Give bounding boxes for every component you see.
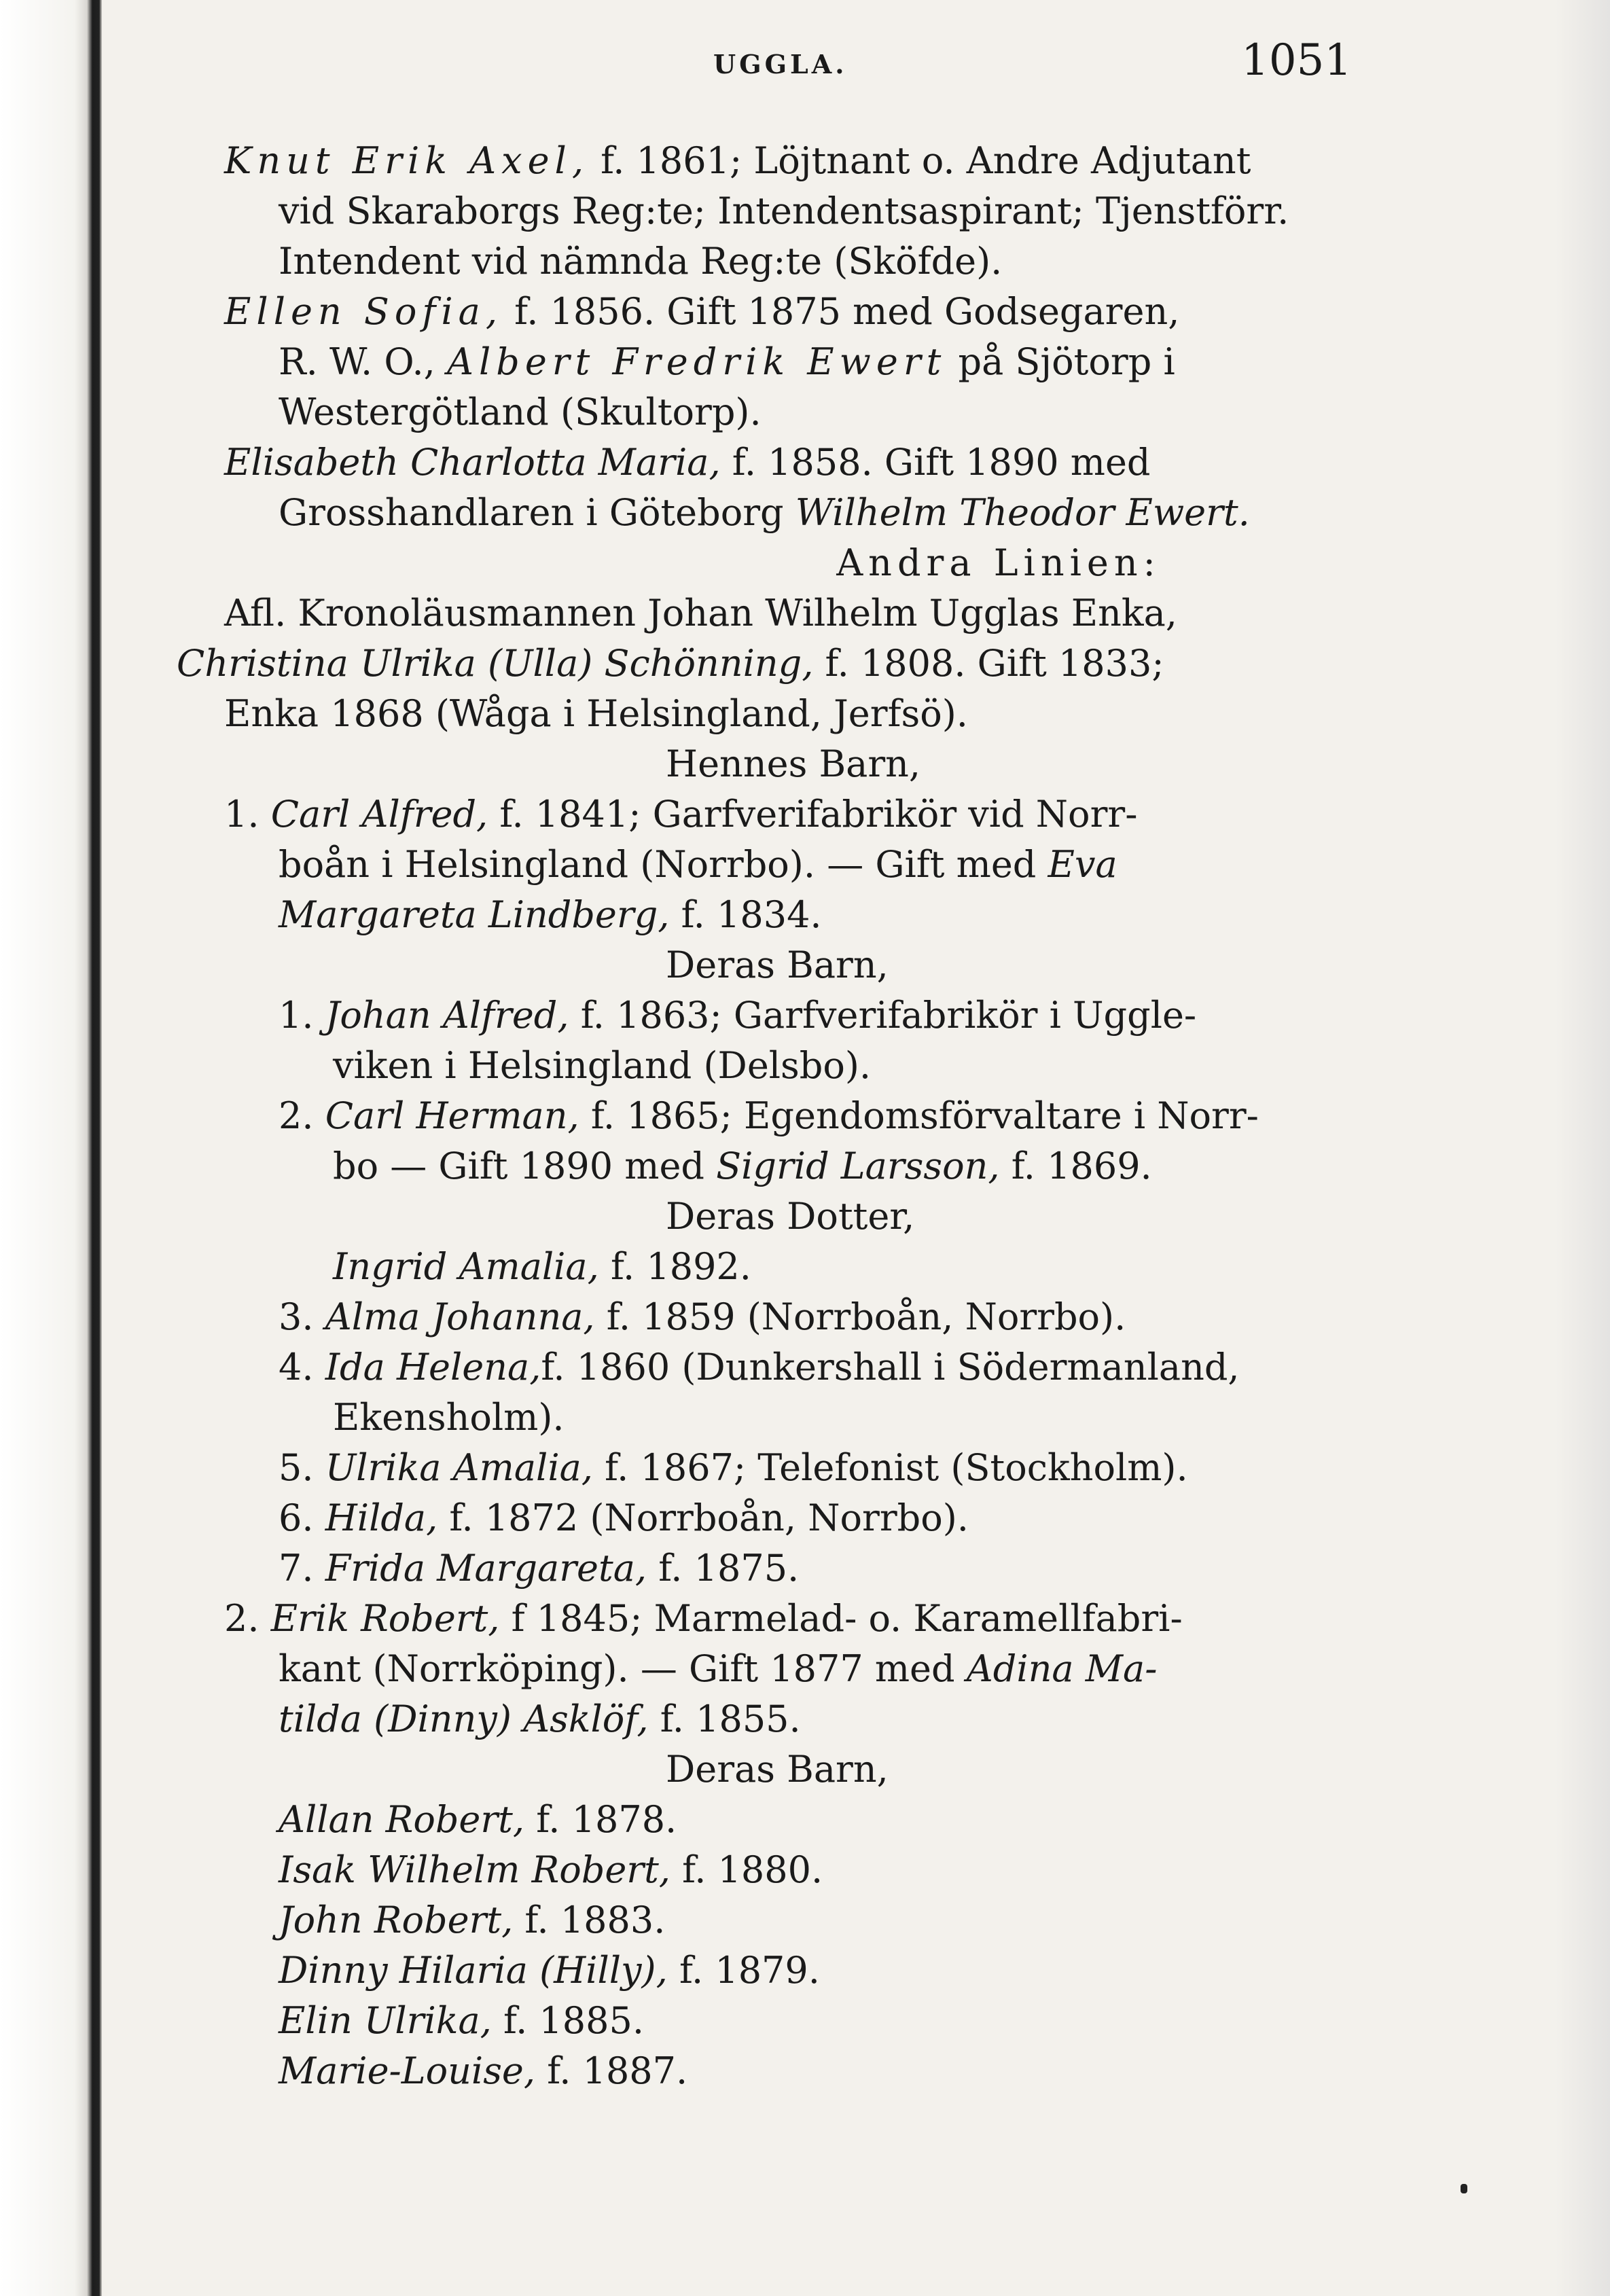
entry-elisabeth: Elisabeth Charlotta Maria, f. 1858. Gift 1890 med [224,441,1151,484]
entry-line: Intendent vid nämnda Reg:te (Sköfde). [279,240,1003,283]
entry-line: Westergötland (Skultorp). [279,391,762,433]
entry-frida: 7. Frida Margareta, f. 1875. [279,1547,800,1590]
entry-dinny: Dinny Hilaria (Hilly), f. 1879. [279,1949,820,1992]
entry-line: R. W. O., Albert Fredrik Ewert på Sjötorp i [279,340,1175,383]
running-title: UGGLA. [713,49,848,79]
entry-john: John Robert, f. 1883. [279,1899,666,1941]
entry-line: Margareta Lindberg, f. 1834. [279,893,822,936]
entry-ulrika: 5. Ulrika Amalia, f. 1867; Telefonist (Stockholm). [279,1446,1188,1489]
page-number: 1051 [1241,35,1352,86]
ink-speck [1461,2184,1467,2193]
entry-christina: Christina Ulrika (Ulla) Schönning, f. 1808. Gift 1833; [177,642,1164,685]
entry-line: bo — Gift 1890 med Sigrid Larsson, f. 1869. [333,1145,1152,1187]
section-heading: Andra Linien: [836,541,1161,584]
sub-heading: Deras Barn, [666,1748,889,1791]
entry-line: Enka 1868 (Wåga i Helsingland, Jerfsö). [224,692,968,735]
sub-heading: Deras Dotter, [666,1195,915,1238]
book-spine-edge [0,0,102,2296]
entry-elin: Elin Ulrika, f. 1885. [279,1999,645,2042]
entry-line: tilda (Dinny) Asklöf, f. 1855. [279,1698,801,1740]
entry-isak: Isak Wilhelm Robert, f. 1880. [279,1848,823,1891]
entry-ida: 4. Ida Helena,f. 1860 (Dunkershall i Södermanland, [279,1346,1240,1388]
entry-allan: Allan Robert, f. 1878. [279,1798,677,1841]
entry-ellen: Ellen Sofia, f. 1856. Gift 1875 med Godsegaren, [224,290,1180,333]
entry-line: boån i Helsingland (Norrbo). — Gift med Eva [279,843,1117,886]
page-header [224,35,1352,90]
entry-hilda: 6. Hilda, f. 1872 (Norrboån, Norrbo). [279,1496,969,1539]
sub-heading: Deras Barn, [666,944,889,986]
page-edge-shadow [1556,0,1610,2296]
sub-heading: Hennes Barn, [666,742,921,785]
entry-knut: Knut Erik Axel, f. 1861; Löjtnant o. Andre Adjutant [224,139,1251,182]
entry-carlh: 2. Carl Herman, f. 1865; Egendomsförvaltare i Norr- [279,1094,1259,1137]
entry-afl: Afl. Kronoläusmannen Johan Wilhelm Ugglas Enka, [224,592,1177,634]
entry-marie: Marie-Louise, f. 1887. [279,2049,688,2092]
entry-johan: 1. Johan Alfred, f. 1863; Garfverifabrikör i Uggle- [279,994,1197,1037]
entry-erik: 2. Erik Robert, f 1845; Marmelad- o. Karamellfabri- [224,1597,1183,1640]
entry-line: kant (Norrköping). — Gift 1877 med Adina Ma- [279,1647,1158,1690]
entry-alma: 3. Alma Johanna, f. 1859 (Norrboån, Norrbo). [279,1295,1126,1338]
entry-ingrid: Ingrid Amalia, f. 1892. [333,1245,751,1288]
entry-line: Ekensholm). [333,1396,565,1439]
entry-carl: 1. Carl Alfred, f. 1841; Garfverifabrikör vid Norr- [224,793,1138,836]
genealogy-text [177,136,1393,2096]
entry-line: viken i Helsingland (Delsbo). [333,1044,872,1087]
entry-line: Grosshandlaren i Göteborg Wilhelm Theodor Ewert. [279,491,1250,534]
entry-line: vid Skaraborgs Reg:te; Intendentsaspirant; Tjenstförr. [279,190,1289,232]
